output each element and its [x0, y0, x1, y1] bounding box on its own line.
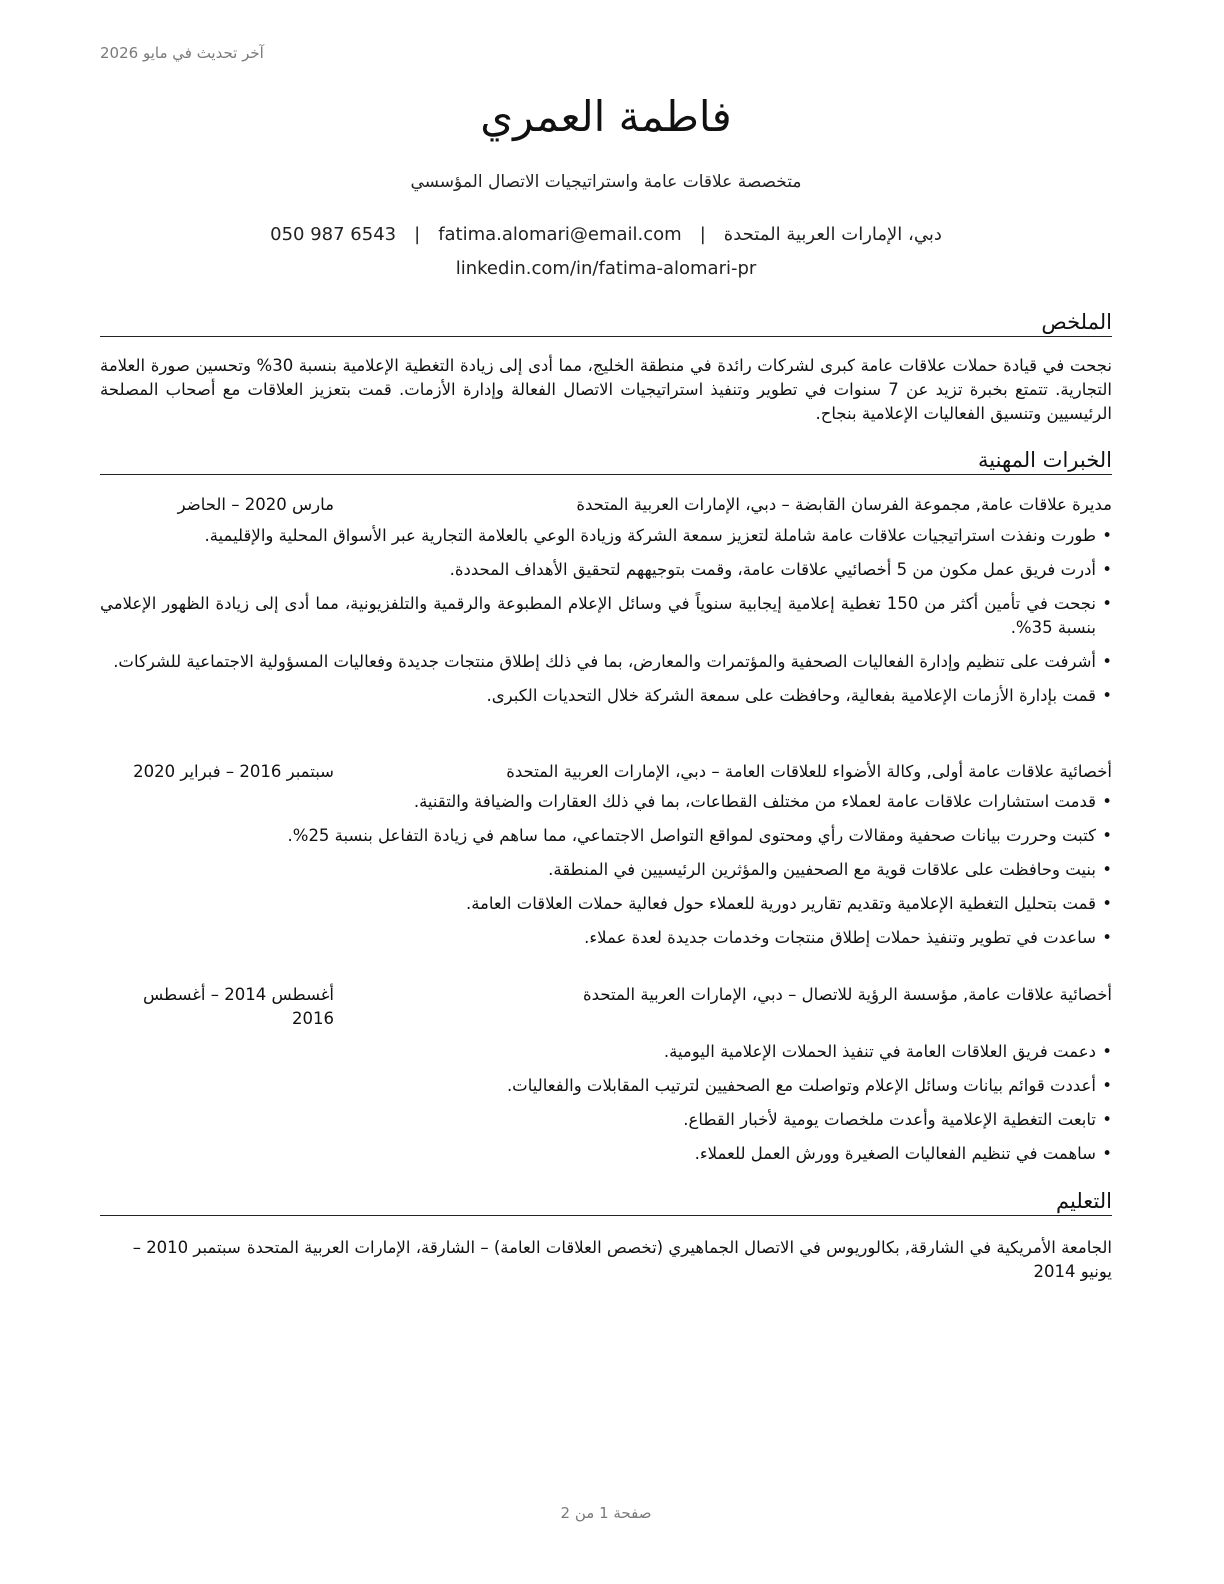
contact-email[interactable]: fatima.alomari@email.com — [438, 224, 682, 245]
candidate-name: فاطمة العمري — [480, 92, 732, 141]
section-title-experience: الخبرات المهنية — [100, 448, 1112, 475]
section-title-education: التعليم — [100, 1189, 1112, 1216]
job-bullet: • قدمت استشارات علاقات عامة لعملاء من مختلف القطاعات، بما في ذلك العقارات والضيافة والتقنية. — [100, 790, 1112, 814]
job-bullets — [100, 524, 1112, 708]
job-date: أغسطس 2014 – أغسطس 2016 — [143, 985, 334, 1028]
candidate-headline: متخصصة علاقات عامة واستراتيجيات الاتصال المؤسسي — [410, 172, 802, 192]
job-bullet: • أعددت قوائم بيانات وسائل الإعلام وتواصلت مع الصحفيين لترتيب المقابلات والفعاليات. — [100, 1074, 1112, 1098]
job-title: أخصائية علاقات عامة, مؤسسة الرؤية للاتصال – دبي، الإمارات العربية المتحدة — [583, 985, 1112, 1004]
education-entry — [100, 1236, 1112, 1284]
job-header — [100, 983, 1112, 1031]
job-bullets — [100, 1040, 1112, 1166]
education-text: الجامعة الأمريكية في الشارقة, بكالوريوس في الاتصال الجماهيري (تخصص العلاقات العامة) – الشارقة، الإمارات العربية المتحدة — [246, 1238, 1112, 1257]
summary-text: نجحت في قيادة حملات علاقات عامة كبرى لشركات رائدة في منطقة الخليج، مما أدى إلى زيادة التغطية الإعلامية بنسبة 30% وتحسين صورة العلامة التجارية. تتمتع بخبرة تزيد عن 7 سنوات في تطوير وتنفيذ استراتيجيات الاتصال الفعالة وإدارة الأزمات. قمت بتعزيز العلاقات مع أصحاب المصلحة الرئيسيين وتنسيق الفعاليات الإعلامية بنجاح. — [100, 356, 1113, 423]
job-date: مارس 2020 – الحاضر — [177, 495, 334, 514]
job-title: أخصائية علاقات عامة أولى, وكالة الأضواء للعلاقات العامة – دبي، الإمارات العربية المتحدة — [506, 762, 1112, 781]
job-bullet: • ساهمت في تنظيم الفعاليات الصغيرة وورش العمل للعملاء. — [100, 1142, 1112, 1166]
last-updated-note: آخر تحديث في مايو 2026 — [100, 44, 264, 62]
contact-separator: | — [699, 224, 706, 245]
job-bullet: • قمت بإدارة الأزمات الإعلامية بفعالية، وحافظت على سمعة الشركة خلال التحديات الكبرى. — [100, 684, 1112, 708]
job-bullet: • أدرت فريق عمل مكون من 5 أخصائيي علاقات عامة، وقمت بتوجيههم لتحقيق الأهداف المحددة. — [100, 558, 1112, 582]
contact-line — [100, 224, 1112, 245]
job-title: مديرة علاقات عامة, مجموعة الفرسان القابضة – دبي، الإمارات العربية المتحدة — [576, 495, 1112, 514]
job-bullets — [100, 790, 1112, 950]
job-bullet: • دعمت فريق العلاقات العامة في تنفيذ الحملات الإعلامية اليومية. — [100, 1040, 1112, 1064]
contact-separator: | — [414, 224, 421, 245]
section-title-summary: الملخص — [100, 310, 1112, 337]
contact-phone: 050 987 6543 — [270, 224, 397, 245]
job-bullet: • ساعدت في تطوير وتنفيذ حملات إطلاق منتجات وخدمات جديدة لعدة عملاء. — [100, 926, 1112, 950]
job-bullet: • قمت بتحليل التغطية الإعلامية وتقديم تقارير دورية للعملاء حول فعالية حملات العلاقات العامة. — [100, 892, 1112, 916]
job-bullet: • طورت ونفذت استراتيجيات علاقات عامة شاملة لتعزيز سمعة الشركة وزيادة الوعي بالعلامة التجارية عبر الأسواق المحلية والإقليمية. — [100, 524, 1112, 548]
job-bullet: • بنيت وحافظت على علاقات قوية مع الصحفيين والمؤثرين الرئيسيين في المنطقة. — [100, 858, 1112, 882]
job-bullet: • تابعت التغطية الإعلامية وأعدت ملخصات يومية لأخبار القطاع. — [100, 1108, 1112, 1132]
job-bullet: • نجحت في تأمين أكثر من 150 تغطية إعلامية إيجابية سنوياً في وسائل الإعلام المطبوعة والرقمية والتلفزيونية، مما أدى إلى زيادة الظهور الإعلامي بنسبة 35%. — [100, 592, 1112, 640]
resume-page — [100, 0, 1112, 1584]
education-date: سبتمبر 2010 – يونيو 2014 — [132, 1238, 1112, 1281]
contact-linkedin[interactable]: linkedin.com/in/fatima-alomari-pr — [455, 258, 757, 279]
page-number: صفحة 1 من 2 — [560, 1504, 652, 1522]
job-bullet: • كتبت وحررت بيانات صحفية ومقالات رأي ومحتوى لمواقع التواصل الاجتماعي، مما ساهم في زيادة التفاعل بنسبة 25%. — [100, 824, 1112, 848]
job-date: سبتمبر 2016 – فبراير 2020 — [133, 762, 334, 781]
contact-location: دبي، الإمارات العربية المتحدة — [723, 224, 942, 245]
job-bullet: • أشرفت على تنظيم وإدارة الفعاليات الصحفية والمؤتمرات والمعارض، بما في ذلك إطلاق منتجات جديدة وفعاليات المسؤولية الاجتماعية للشركات. — [100, 650, 1112, 674]
